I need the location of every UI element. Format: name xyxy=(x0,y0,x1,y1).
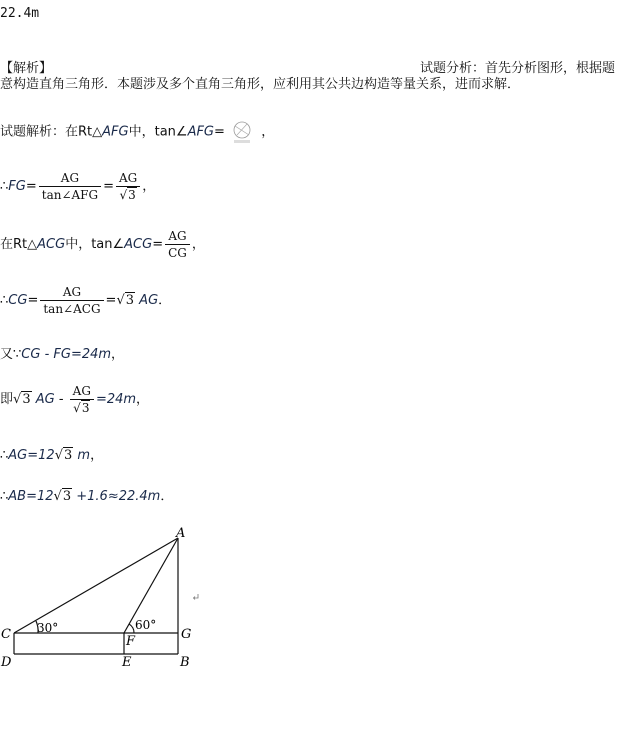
analysis-summary-right: 试题分析：首先分析图形，根据题 xyxy=(420,61,616,76)
var-fg: FG xyxy=(8,179,26,194)
period: ． xyxy=(158,293,172,308)
solution-line-2 xyxy=(0,170,155,203)
text-namely: 即 xyxy=(0,392,14,407)
equals: = xyxy=(214,124,225,140)
result-ab: +1.6≈22.4m xyxy=(76,489,161,504)
angle-afg: AFG xyxy=(187,124,215,140)
solution-line-8 xyxy=(0,485,173,504)
denominator: tan∠AFG xyxy=(41,188,99,202)
sqrt3: √3 xyxy=(53,489,72,504)
analysis-summary-cont: 意构造直角三角形．本题涉及多个直角三角形，应利用其公共边构造等量关系，进而求解． xyxy=(0,77,521,92)
comma: ， xyxy=(142,179,156,194)
analysis-tag: 【解析】 xyxy=(0,61,53,76)
label-f: F xyxy=(126,634,136,649)
answer-text: 22.4m xyxy=(0,6,40,21)
text-tan: 中，tan∠ xyxy=(65,237,125,252)
sqrt3: √3 xyxy=(116,293,135,308)
expr-ab: AB=12 xyxy=(8,489,54,504)
therefore: ∴ xyxy=(0,489,9,504)
comma: ， xyxy=(261,124,275,140)
angle-acg: ACG xyxy=(124,237,153,252)
numerator: AG xyxy=(39,170,101,187)
solution-line-5 xyxy=(0,343,124,362)
fraction-ag-over-sqrt3 xyxy=(70,383,94,416)
fraction-ag-over-tan-afg xyxy=(39,170,101,203)
expr-cg-fg: CG - FG=24m xyxy=(21,347,112,362)
triangle-acg: ACG xyxy=(37,237,66,252)
label-b: B xyxy=(180,655,190,670)
equals: = xyxy=(103,179,114,194)
radicand: 3 xyxy=(81,401,90,415)
text-because: 又∵ xyxy=(0,347,22,362)
minus: - xyxy=(54,392,68,407)
angle-label-60: 60° xyxy=(135,618,157,632)
fraction-ag-over-cg xyxy=(165,228,190,261)
radicand: 3 xyxy=(22,392,31,407)
comma: ， xyxy=(191,237,205,252)
numerator: AG xyxy=(165,228,190,245)
therefore: ∴ xyxy=(0,293,9,308)
comma: ， xyxy=(111,347,125,362)
broken-image-icon xyxy=(229,119,257,145)
numerator: AG xyxy=(40,284,103,301)
equals: = xyxy=(152,237,164,252)
fraction-ag-over-tan-acg xyxy=(40,284,103,317)
solution-line-7 xyxy=(0,444,103,463)
radicand: 3 xyxy=(62,489,72,504)
fraction-ag-over-sqrt3 xyxy=(116,170,140,203)
angle-arc-f xyxy=(129,624,134,633)
result-24m: =24m xyxy=(95,392,137,407)
text-intro: 试题解析：在Rt△ xyxy=(0,124,103,140)
solution-line-6 xyxy=(0,383,149,416)
numerator: AG xyxy=(116,170,140,187)
label-g: G xyxy=(181,627,192,642)
solution-line-1 xyxy=(0,119,274,145)
denominator: √3 xyxy=(73,401,90,415)
return-mark-icon xyxy=(192,590,200,598)
denominator: CG xyxy=(168,246,187,260)
equals: = xyxy=(25,179,37,194)
solution-line-3 xyxy=(0,228,205,261)
comma: ， xyxy=(90,448,104,463)
geometry-diagram xyxy=(0,520,220,680)
label-e: E xyxy=(122,655,132,670)
equals: = xyxy=(105,293,117,308)
denominator: tan∠ACG xyxy=(43,302,101,316)
label-d: D xyxy=(1,655,12,670)
angle-label-30: 30° xyxy=(37,621,59,635)
label-c: C xyxy=(1,627,11,642)
triangle-afg: AFG xyxy=(102,124,129,140)
text-rt: 在Rt△ xyxy=(0,237,38,252)
therefore: ∴ xyxy=(0,179,9,194)
var-ag: AG xyxy=(139,293,159,308)
radicand: 3 xyxy=(125,293,135,308)
solution-line-4 xyxy=(0,284,171,317)
label-a: A xyxy=(176,526,186,541)
comma: ， xyxy=(136,392,150,407)
numerator: AG xyxy=(70,383,94,400)
var-cg: CG xyxy=(8,293,28,308)
var-ag: AG xyxy=(35,392,55,407)
expr-ag: AG=12 xyxy=(8,448,55,463)
sqrt3: √3 xyxy=(54,448,73,463)
sqrt3: √3 xyxy=(13,392,31,407)
radicand: 3 xyxy=(63,448,73,463)
period: ． xyxy=(160,489,174,504)
unit-m: m xyxy=(77,448,91,463)
equals: = xyxy=(27,293,39,308)
text-tan: 中，tan∠ xyxy=(128,124,188,140)
therefore: ∴ xyxy=(0,448,9,463)
radicand: 3 xyxy=(128,188,136,202)
denominator: √3 xyxy=(119,188,136,202)
